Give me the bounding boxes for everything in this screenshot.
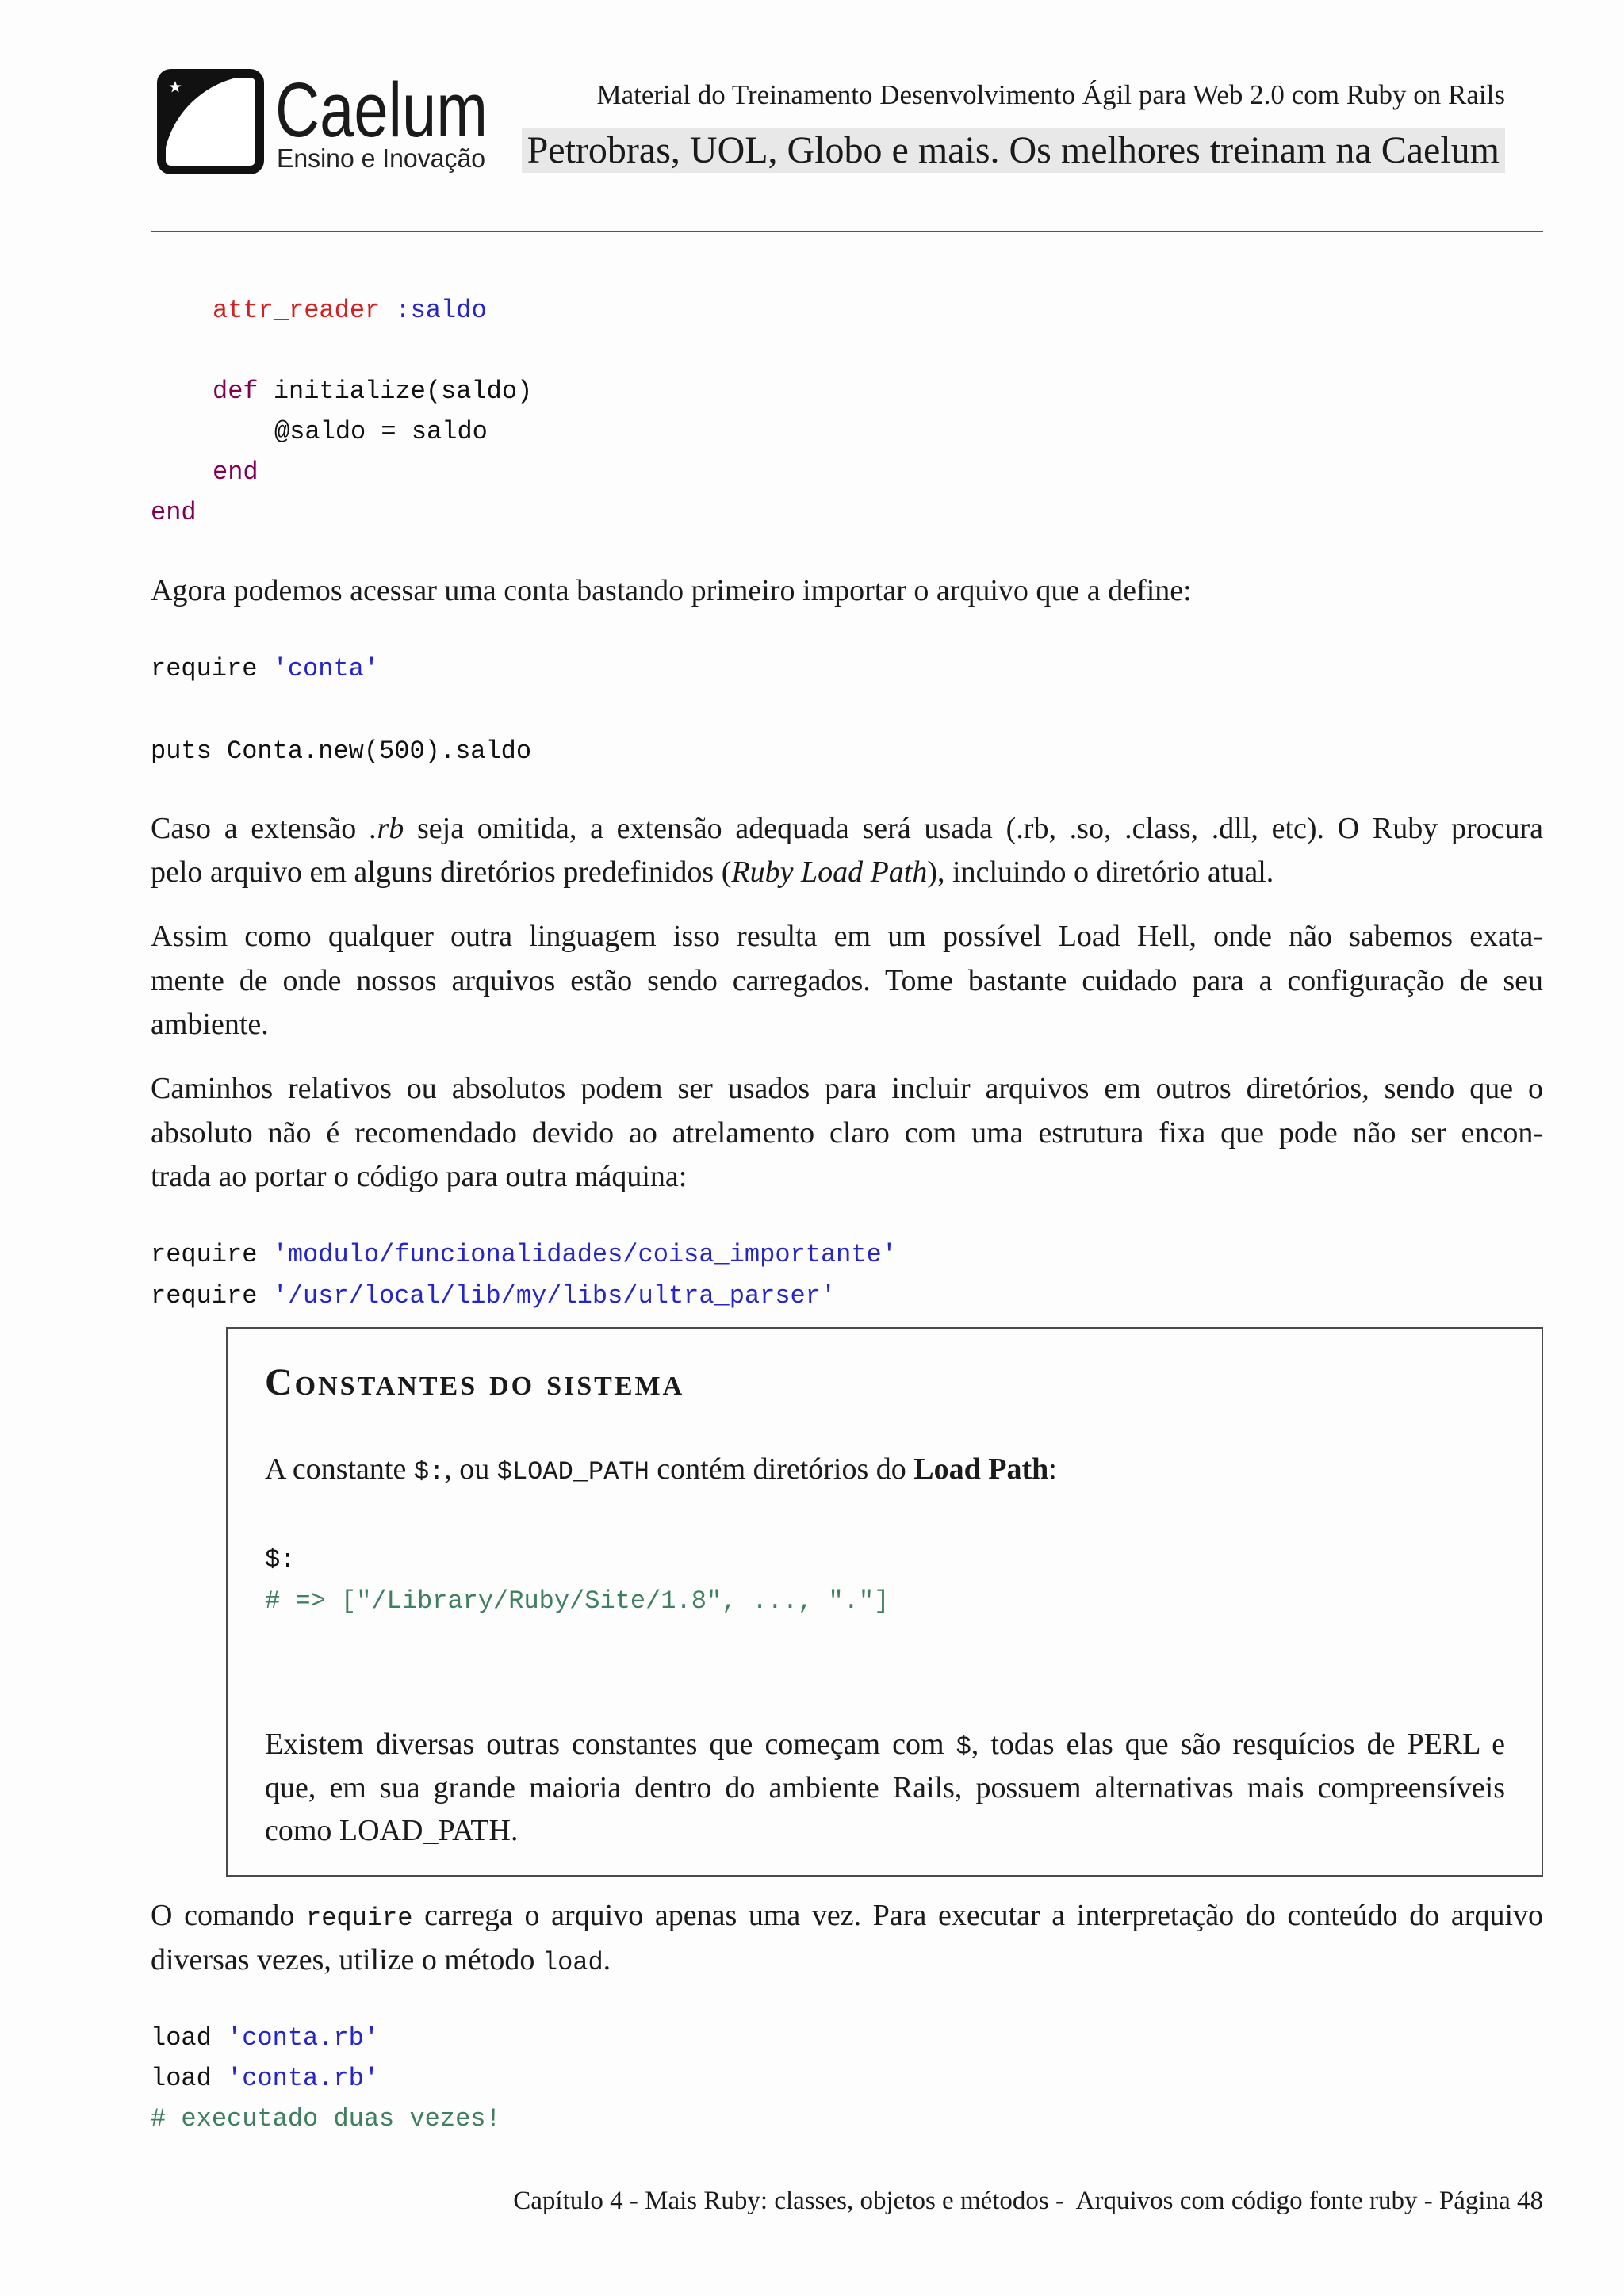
text-run: carrega o arquivo apenas uma vez. Para executar a interpretação do conteúdo do arquivo (412, 1899, 1544, 1932)
paragraph-line: Assim como qualquer outra linguagem isso resulta em um possível Load Hell, onde não sabemos exata- (151, 920, 1543, 953)
inline-code: require (306, 1904, 413, 1933)
code-keyword-token: def (213, 377, 259, 406)
paragraph-line: mente de onde nossos arquivos estão sendo carregados. Tome bastante cuidado para a configuração de seu (151, 963, 1543, 997)
code-comment-token: # => ["/Library/Ruby/Site/1.8", ..., "."] (265, 1586, 890, 1616)
text-run: A constante (265, 1452, 414, 1486)
text-run: , ou (444, 1452, 497, 1486)
code-line (265, 1540, 889, 1581)
header-divider (151, 231, 1543, 232)
code-statement-token: $: (265, 1545, 296, 1575)
inline-code: $: (413, 1457, 445, 1487)
code-keyword-token: require (151, 1281, 258, 1311)
code-string-token: 'modulo/funcionalidades/coisa_importante' (272, 1240, 897, 1269)
code-line (151, 452, 532, 492)
code-line (151, 1234, 897, 1276)
callout-code-block (265, 1540, 889, 1622)
course-title: Material do Treinamento Desenvolvimento Ágil para Web 2.0 com Ruby on Rails (596, 79, 1505, 110)
callout-box-constants (226, 1327, 1543, 1877)
text-run: Caso a extensão (151, 812, 370, 845)
caelum-logo (151, 63, 492, 178)
code-string-token: '/usr/local/lib/my/libs/ultra_parser' (272, 1281, 837, 1311)
code-string-token: 'conta' (272, 654, 380, 683)
logo-name: Caelum (275, 67, 488, 153)
code-blank-line (151, 690, 531, 731)
code-block-conta-class (151, 290, 532, 533)
text-run: seja omitida, a extensão adequada será usada (.rb, .so, .class, .dll, etc). O Ruby procura (404, 812, 1544, 845)
paragraph-require-once (151, 1893, 1543, 1982)
code-line (151, 731, 531, 772)
code-keyword-token: end (151, 498, 197, 527)
code-line (265, 1581, 889, 1622)
code-line (151, 492, 532, 533)
callout-paragraph (265, 1723, 1505, 1853)
callout-title: Constantes do sistema (265, 1361, 685, 1403)
paragraph-line: ambiente. (151, 1008, 269, 1041)
paragraph-line: trada ao portar o código para outra máquina: (151, 1160, 688, 1193)
paragraph-line (265, 1723, 1505, 1766)
text-run: ), incluindo o diretório atual. (927, 855, 1274, 889)
paragraph-load-hell (151, 915, 1543, 1047)
inline-code: $ (956, 1732, 971, 1762)
code-line (151, 1276, 897, 1317)
text-run: O comando (151, 1899, 307, 1932)
paragraph-line: como LOAD_PATH. (265, 1814, 519, 1847)
code-block-load (151, 2018, 501, 2139)
paragraph-line (151, 807, 1543, 851)
code-keyword-token: require (151, 1240, 258, 1269)
page-footer: Capítulo 4 - Mais Ruby: classes, objetos e métodos - Arquivos com código fonte ruby - Página 48 (513, 2187, 1543, 2215)
code-line (151, 2058, 501, 2099)
text-run: , todas elas que são resquícios de PERL e (971, 1728, 1505, 1761)
text-run: diversas vezes, utilize o método (151, 1943, 542, 1976)
code-line (151, 2099, 501, 2139)
paragraph-import (151, 569, 1543, 613)
code-symbol-token: :saldo (395, 296, 487, 325)
logo-tagline: Ensino e Inovação (277, 144, 485, 173)
paragraph-line (265, 1448, 1505, 1491)
paragraph-line (151, 1893, 1543, 1938)
slogan-banner: Petrobras, UOL, Globo e mais. Os melhores treinam na Caelum (522, 128, 1505, 173)
code-signature-token: initialize(saldo) (273, 377, 533, 406)
code-string-token: 'conta.rb' (227, 2023, 380, 2053)
text-run: Existem diversas outras constantes que começam com (265, 1728, 956, 1761)
code-comment-token: # executado duas vezes! (151, 2104, 501, 2133)
code-statement-token: puts Conta.new(500).saldo (151, 737, 532, 766)
text-run: : (1048, 1452, 1057, 1486)
paragraph-line: Agora podemos acessar uma conta bastando primeiro importar o arquivo que a define: (151, 574, 1192, 607)
code-block-require-paths (151, 1234, 897, 1317)
inline-code: $LOAD_PATH (496, 1457, 649, 1487)
code-line (151, 290, 532, 331)
code-string-token: 'conta.rb' (227, 2064, 380, 2093)
paragraph-paths (151, 1067, 1543, 1200)
code-line (151, 2018, 501, 2058)
paragraph-line (151, 1938, 1543, 1982)
code-method-token: attr_reader (213, 296, 381, 325)
text-run: . (603, 1943, 611, 1976)
code-line (151, 371, 532, 411)
paragraph-line (151, 851, 1543, 894)
logo-mark-icon (151, 63, 260, 170)
italic-text: Ruby Load Path (731, 855, 928, 889)
paragraph-line: absoluto não é recomendado devido ao atrelamento claro com uma estrutura fixa que pode não ser encon- (151, 1115, 1543, 1150)
code-statement-token: @saldo = saldo (274, 417, 488, 446)
code-keyword-token: end (213, 457, 259, 487)
paragraph-line: que, em sua grande maioria dentro do ambiente Rails, possuem alternativas mais compreensíveis (265, 1770, 1505, 1804)
paragraph-extension (151, 807, 1543, 894)
text-run: pelo arquivo em alguns diretórios predefinidos ( (151, 855, 732, 889)
code-keyword-token: load (151, 2064, 212, 2093)
bold-text: Load Path (914, 1452, 1049, 1486)
paragraph-line: Caminhos relativos ou absolutos podem ser usados para incluir arquivos em outros diretórios, sendo que o (151, 1072, 1543, 1105)
code-keyword-token: require (151, 654, 258, 683)
code-line (151, 411, 532, 452)
inline-code: load (542, 1948, 603, 1977)
code-keyword-token: load (151, 2023, 212, 2053)
italic-text: .rb (369, 812, 404, 845)
code-blank-line (151, 331, 532, 371)
code-block-require-conta (151, 649, 531, 772)
text-run: contém diretórios do (649, 1452, 914, 1486)
code-line (151, 649, 531, 690)
callout-intro (265, 1448, 1505, 1491)
